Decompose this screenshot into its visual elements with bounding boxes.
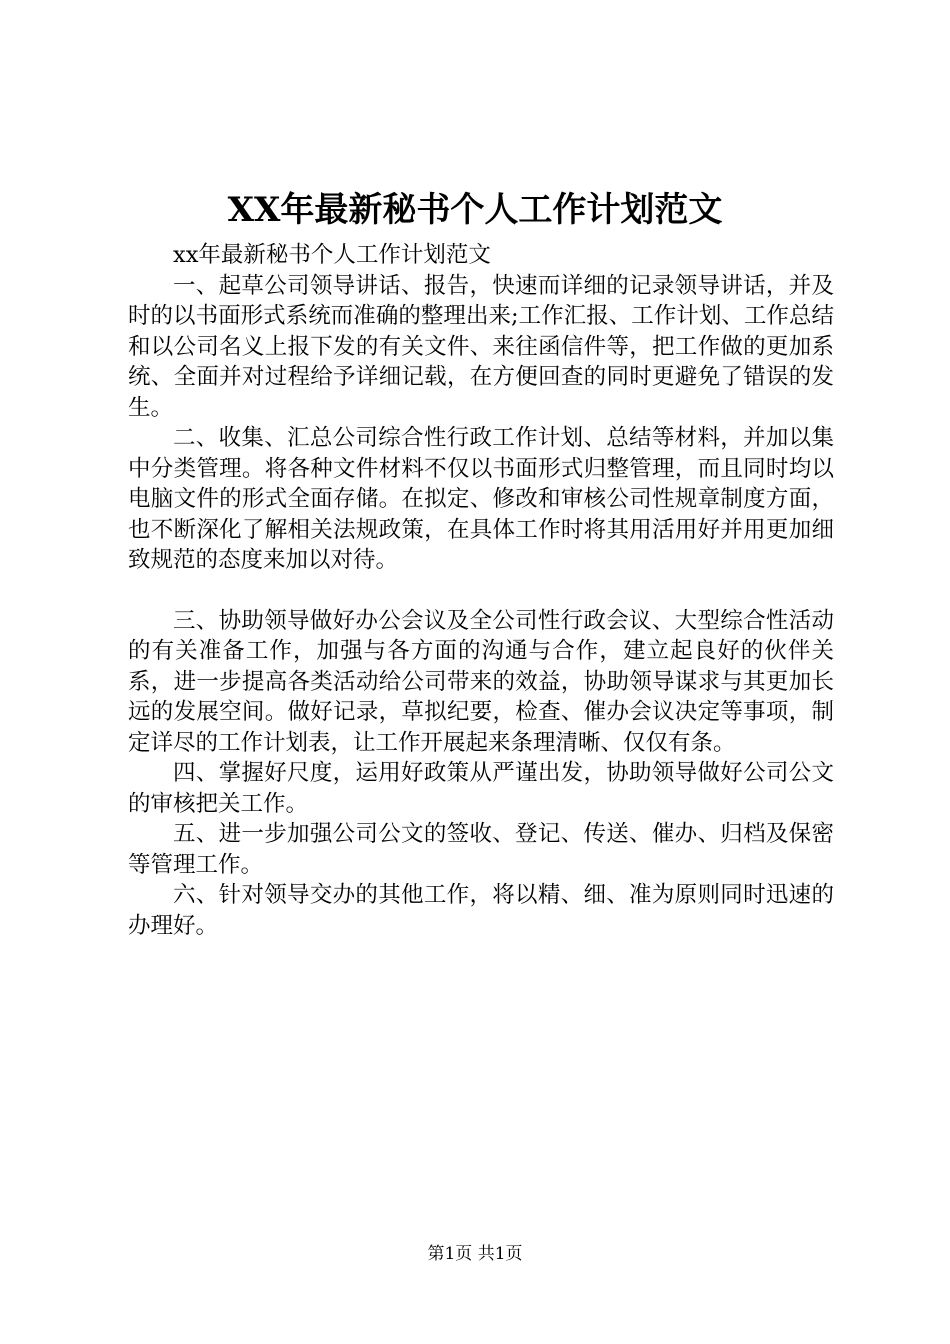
paragraph-2: 二、收集、汇总公司综合性行政工作计划、总结等材料，并加以集中分类管理。将各种文件材料不仅以书面形式归整管理，而且同时均以电脑文件的形式全面存储。在拟定、修改和审核公司性规章制度方面，也不断深化了解相关法规政策，在具体工作时将其用活用好并用更加细致规范的态度来加以对待。	[128, 425, 834, 573]
document-body	[128, 240, 834, 941]
paragraph-3: 三、协助领导做好办公会议及全公司性行政会议、大型综合性活动的有关准备工作，加强与各方面的沟通与合作，建立起良好的伙伴关系，进一步提高各类活动给公司带来的效益，协助领导谋求与其更加长远的发展空间。做好记录，草拟纪要，检查、催办会议决定等事项，制定详尽的工作计划表，让工作开展起来条理清晰、仅仅有条。	[128, 607, 834, 756]
paragraph-4: 四、掌握好尺度，运用好政策从严谨出发，协助领导做好公司公文的审核把关工作。	[128, 760, 834, 817]
document-title: XX年最新秘书个人工作计划范文	[227, 190, 723, 230]
paragraph-1: 一、起草公司领导讲话、报告，快速而详细的记录领导讲话，并及时的以书面形式系统而准确的整理出来;工作汇报、工作计划、工作总结和以公司名义上报下发的有关文件、来往函信件等，把工作做的更加系统、全面并对过程给予详细记载，在方便回查的同时更避免了错误的发生。	[128, 272, 834, 421]
paragraph-6: 六、针对领导交办的其他工作，将以精、细、准为原则同时迅速的办理好。	[128, 882, 834, 939]
document-subtitle: xx年最新秘书个人工作计划范文	[173, 242, 491, 268]
paragraph-5: 五、进一步加强公司公文的签收、登记、传送、催办、归档及保密等管理工作。	[128, 821, 834, 878]
page-footer: 第1页 共1页	[427, 1244, 523, 1264]
